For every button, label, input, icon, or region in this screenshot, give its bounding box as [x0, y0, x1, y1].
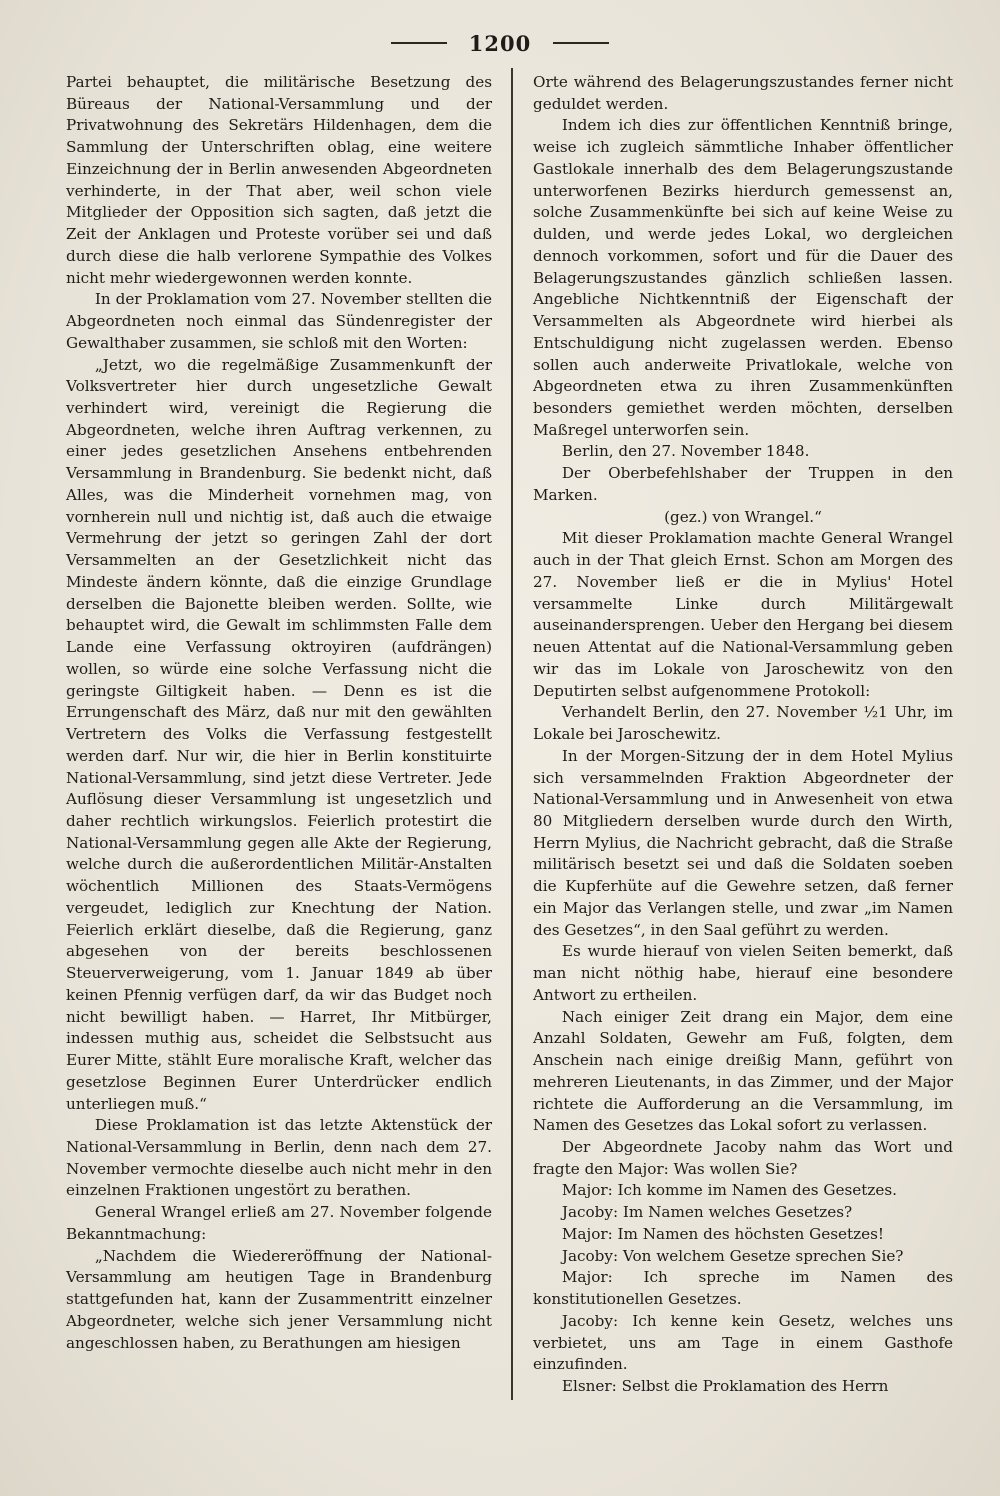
- column-divider: [511, 68, 513, 1400]
- dialogue-line: Jacoby: Im Namen welches Gesetzes?: [561, 1203, 853, 1222]
- protocol-heading: Verhandelt Berlin, den 27. November ½1 Uhr, im Lokale bei Jaroschewitz.: [533, 703, 953, 744]
- paragraph: Es wurde hierauf von vielen Seiten bemerkt, daß man nicht nöthig habe, hierauf eine besondere Antwort zu ertheilen.: [533, 942, 953, 1004]
- paragraph: Der Abgeordnete Jacoby nahm das Wort und fragte den Major: Was wollen Sie?: [533, 1137, 953, 1178]
- dialogue-line: Jacoby: Von welchem Gesetze sprechen Sie?: [561, 1246, 904, 1265]
- header-rule-right: [553, 42, 609, 44]
- dialogue-line: Elsner: Selbst die Proklamation des Herrn: [561, 1377, 889, 1396]
- dialogue-line: Major: Im Namen des höchsten Gesetzes!: [561, 1224, 885, 1243]
- signature: (gez.) von Wrangel.“: [664, 507, 822, 526]
- dialogue-line: Major: Ich komme im Namen des Gesetzes.: [561, 1181, 897, 1200]
- dialogue-line: Major: Ich spreche im Namen des konstitutionellen Gesetzes.: [533, 1268, 953, 1309]
- right-column: [533, 72, 953, 1398]
- dialogue-line: Jacoby: Ich kenne kein Gesetz, welches uns verbietet, uns am Tage in einem Gasthofe einzufinden.: [533, 1311, 953, 1374]
- dateline: Berlin, den 27. November 1848.: [561, 442, 810, 461]
- header-rule-left: [391, 42, 447, 44]
- paragraph: In der Morgen-Sitzung der in dem Hotel Mylius sich versammelnden Fraktion Abgeordneter der National-Versammlung und in Anwesenheit von etwa 80 Mitgliedern derselben wurde durch den Wirth, Herrn Mylius, die Nachricht gebracht, daß die Straße militärisch besetzt sei und daß die Soldaten soeben die Kupferhüte auf die Gewehre setzen, daß ferner ein Major das Verlangen stelle, und zwar „im Namen des Gesetzes“, in den Saal geführt zu werden.: [533, 746, 953, 939]
- paragraph: Diese Proklamation ist das letzte Aktenstück der National-Versammlung in Berlin, denn nach dem 27. November vermochte dieselbe auch nicht mehr in den einzelnen Fraktionen ungestört zu berathen.: [66, 1116, 492, 1200]
- page-header: [0, 28, 1000, 58]
- quoted-proclamation: „Jetzt, wo die regelmäßige Zusammenkunft der Volksvertreter hier durch ungesetzliche Gewalt verhindert wird, vereinigt die Regierung die Abgeordneten, welche ihren Auftrag verkennen, zu einer jedes gesetzlichen Ansehens entbehrenden Versammlung in Brandenburg. Sie bedenkt nicht, daß Alles, was die Minderheit vornehmen mag, von vornherein null und nichtig ist, daß auch die etwaige Vermehrung der jetzt so geringen Zahl der dort Versammelten an der Gesetzlichkeit nicht das Mindeste ändern könnte, daß die einzige Grundlage derselben die Bajonette bleiben werden. Sollte, wie behauptet wird, die Gewalt im schlimmsten Falle dem Lande eine Verfassung oktroyiren (aufdrängen) wollen, so würde eine solche Verfassung nicht die geringste Giltigkeit haben. — Denn es ist die Errungenschaft des März, daß nur mit den gewählten Vertretern des Volks die Verfassung festgestellt werden darf. Nur wir, die hier in Berlin konstituirte National-Versammlung, sind jetzt diese Vertreter. Jede Auflösung dieser Versammlung ist ungesetzlich und daher rechtlich wirkungslos. Feierlich protestirt die National-Versammlung gegen alle Akte der Regierung, welche durch die außerordentlichen Militär-Anstalten wöchentlich Millionen des Staats-Vermögens vergeudet, lediglich zur Knechtung der Nation. Feierlich erklärt dieselbe, daß die Regierung, ganz abgesehen von der bereits beschlossenen Steuerverweigerung, vom 1. Januar 1849 ab über keinen Pfennig verfügen darf, da wir das Budget noch nicht bewilligt haben. — Harret, Ihr Mitbürger, indessen muthig aus, scheidet die Selbstsucht aus Eurer Mitte, stählt Eure moralische Kraft, welcher das gesetzlose Beginnen Eurer Unterdrücker endlich unterliegen muß.“: [66, 355, 492, 1113]
- paragraph: Mit dieser Proklamation machte General Wrangel auch in der That gleich Ernst. Schon am Morgen des 27. November ließ er die in Mylius' Hotel versammelte Linke durch Militärgewalt auseinandersprengen. Ueber den Hergang bei diesem neuen Attentat auf die National-Versammlung geben wir das im Lokale von Jaroschewitz von den Deputirten selbst aufgenommene Protokoll:: [533, 529, 953, 700]
- signature-title: Der Oberbefehlshaber der Truppen in den Marken.: [533, 464, 953, 504]
- paragraph: Orte während des Belagerungszustandes ferner nicht geduldet werden.: [533, 73, 953, 113]
- paragraph: General Wrangel erließ am 27. November folgende Bekanntmachung:: [66, 1203, 492, 1243]
- paragraph: Nach einiger Zeit drang ein Major, dem eine Anzahl Soldaten, Gewehr am Fuß, folgten, dem Anschein nach einige dreißig Mann, geführt von mehreren Lieutenants, in das Zimmer, und der Major richtete die Aufforderung an die Versammlung, im Namen des Gesetzes das Lokal sofort zu verlassen.: [533, 1007, 953, 1135]
- quoted-announcement: „Nachdem die Wiedereröffnung der National-Versammlung am heutigen Tage in Brandenburg stattgefunden hat, kann der Zusammentritt einzelner Abgeordneter, welche sich jener Versammlung nicht angeschlossen haben, zu Berathungen am hiesigen: [66, 1246, 492, 1352]
- paragraph: In der Proklamation vom 27. November stellten die Abgeordneten noch einmal das Sündenregister der Gewalthaber zusammen, sie schloß mit den Worten:: [66, 290, 492, 352]
- page-number: 1200: [468, 30, 532, 56]
- paragraph: Indem ich dies zur öffentlichen Kenntniß bringe, weise ich zugleich sämmtliche Inhaber öffentlicher Gastlokale innerhalb des dem Belagerungszustande unterworfenen Bezirks hierdurch gemessenst an, solche Zusammenkünfte bei sich auf keine Weise zu dulden, und werde jedes Lokal, wo dergleichen dennoch vorkommen, sofort und für die Dauer des Belagerungszustandes gänzlich schließen lassen. Angebliche Nichtkenntniß der Eigenschaft der Versammelten als Abgeordnete wird hierbei als Entschuldigung nicht zugelassen werden. Ebenso sollen auch anderweite Privatlokale, welche von Abgeordneten etwa zu ihren Zusammenkünften besonders gemiethet werden möchten, derselben Maßregel unterworfen sein.: [533, 116, 953, 439]
- left-column: [66, 72, 492, 1354]
- paragraph: Partei behauptet, die militärische Besetzung des Büreaus der National-Versammlung und der Privatwohnung des Sekretärs Hildenhagen, dem die Sammlung der Unterschriften oblag, eine weitere Einzeichnung der in Berlin anwesenden Abgeordneten verhinderte, in der That aber, weil schon viele Mitglieder der Opposition sich sagten, daß jetzt die Zeit der Anklagen und Proteste vorüber sei und daß durch diese die halb verlorene Sympathie des Volkes nicht mehr wiedergewonnen werden konnte.: [66, 73, 492, 287]
